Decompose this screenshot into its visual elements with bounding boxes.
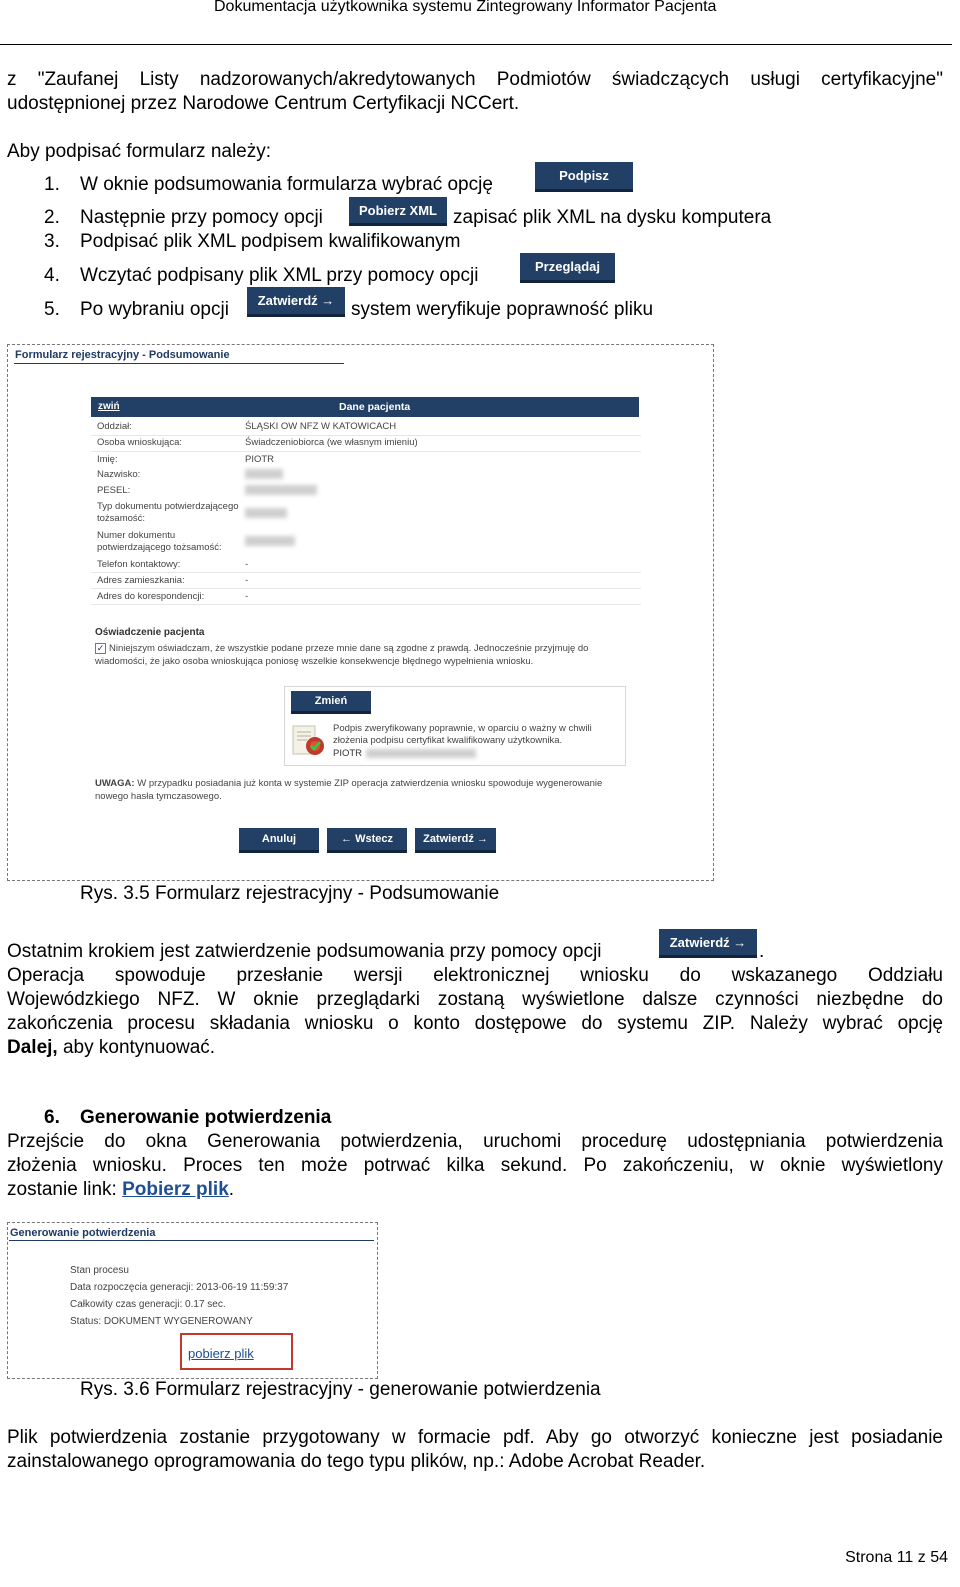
section-number: 6. xyxy=(44,1107,60,1128)
row-divider xyxy=(91,451,641,452)
declaration-text: Niniejszym oświadczam, że wszystkie podane przeze mnie dane są zgodne z prawdą. Jednocześnie przyjmuję do wiadomości, że jako osoba wnioskująca poniosę wszelkie konsekwencje błędnego wypełnienia wniosku. xyxy=(95,643,589,667)
warning-body: W przypadku posiadania już konta w systemie ZIP operacja zatwierdzenia wniosku spowoduje wygenerowanie nowego hasła tymczasowego. xyxy=(95,778,603,802)
field-label: Adres zamieszkania: xyxy=(97,575,185,586)
step-5-number: 5. xyxy=(44,299,60,320)
step-3-number: 3. xyxy=(44,231,60,252)
para1-line-2: Operacja spowoduje przesłanie wersji elektronicznej wniosku do wskazanego Oddziału xyxy=(7,965,943,986)
generation-status: Status: DOKUMENT WYGENEROWANY xyxy=(70,1316,253,1327)
redacted-value xyxy=(245,485,317,495)
process-state-heading: Stan procesu xyxy=(70,1265,129,1276)
page-number: Strona 11 z 54 xyxy=(845,1549,948,1566)
generation-total-time: Całkowity czas generacji: 0.17 sec. xyxy=(70,1299,226,1310)
redacted-value xyxy=(245,536,295,546)
section-header-bar xyxy=(91,397,639,417)
step-3-text: Podpisać plik XML podpisem kwalifikowanym xyxy=(80,231,461,252)
field-value: - xyxy=(245,559,249,570)
field-label: Oddział: xyxy=(97,421,132,432)
intro-line-1: z "Zaufanej Listy nadzorowanych/akredytowanych Podmiotów świadczących usługi certyfikacyjne" xyxy=(7,69,943,90)
intro-lead: Aby podpisać formularz należy: xyxy=(7,141,272,162)
warning-text xyxy=(95,778,615,803)
certificate-seal-icon xyxy=(291,722,327,758)
field-label: Telefon kontaktowy: xyxy=(97,559,181,570)
zatwierdz-button-para[interactable]: Zatwierdź → xyxy=(659,929,757,958)
generation-title: Generowanie potwierdzenia xyxy=(10,1227,156,1239)
field-label: Adres do korespondencji: xyxy=(97,591,205,602)
download-file-link[interactable]: pobierz plik xyxy=(188,1346,254,1361)
generation-start-date: Data rozpoczęcia generacji: 2013-06-19 11:59:37 xyxy=(70,1282,289,1293)
row-divider xyxy=(91,572,641,573)
warning-label: UWAGA: xyxy=(95,778,135,789)
summary-screenshot xyxy=(7,344,714,881)
section6-line-2: złożenia wniosku. Proces ten może potrwać kilka sekund. Po zakończeniu, w oknie wyświetlony xyxy=(7,1155,943,1176)
row-divider xyxy=(91,435,641,436)
dalej-label: Dalej, xyxy=(7,1037,58,1058)
para1-line-4: zakończenia procesu składania wniosku o konto dostępowe do systemu ZIP. Należy wybrać opcję xyxy=(7,1013,943,1034)
step-1-number: 1. xyxy=(44,174,60,195)
para1-dot: . xyxy=(759,941,765,962)
back-button[interactable]: ← Wstecz xyxy=(327,828,407,853)
signer-name: PIOTR xyxy=(333,748,363,759)
para1-text: Ostatnim krokiem jest zatwierdzenie podsumowania przy pomocy opcji xyxy=(7,941,602,962)
para2-line-2: zainstalowanego oprogramowania do tego typu plików, np.: Adobe Acrobat Reader. xyxy=(7,1451,706,1472)
field-value: - xyxy=(245,575,249,586)
collapse-link[interactable]: zwiń xyxy=(98,401,120,412)
field-label: Nazwisko: xyxy=(97,469,141,480)
section6-line-1: Przejście do okna Generowania potwierdzenia, uruchomi procedurę udostępniania potwierdzenia xyxy=(7,1131,943,1152)
para1-line-1 xyxy=(7,940,602,964)
generation-screenshot xyxy=(7,1222,378,1379)
field-value: ŚLĄSKI OW NFZ W KATOWICACH xyxy=(245,421,397,432)
intro-line-2: udostępnionej przez Narodowe Centrum Certyfikacji NCCert. xyxy=(7,93,520,114)
field-label: Typ dokumentu potwierdzającego tożsamość: xyxy=(97,501,239,524)
redacted-signer xyxy=(366,749,476,758)
section-title: Generowanie potwierdzenia xyxy=(80,1107,332,1128)
field-label: Osoba wnioskująca: xyxy=(97,437,183,448)
summary-title: Formularz rejestracyjny - Podsumowanie xyxy=(15,349,230,361)
field-label: Numer dokumentu potwierdzającego tożsamość: xyxy=(97,530,222,553)
step-5-text-b: system weryfikuje poprawność pliku xyxy=(351,299,654,320)
step-2-number: 2. xyxy=(44,207,60,228)
field-value: Świadczeniobiorca (we własnym imieniu) xyxy=(245,437,418,448)
para1-line-3: Wojewódzkiego NFZ. W oknie przeglądarki zostaną wyświetlone dalsze czynności niezbędne do xyxy=(7,989,943,1010)
step-5-text: Po wybraniu opcji xyxy=(80,299,229,320)
para1-line-5-text: aby kontynuować. xyxy=(62,1037,216,1058)
declaration-checkbox[interactable]: ✓ xyxy=(96,643,105,653)
redacted-value xyxy=(245,469,283,479)
pobierz-xml-button[interactable]: Pobierz XML xyxy=(349,197,447,226)
section-title: Dane pacjenta xyxy=(339,401,411,413)
figure-caption-2: Rys. 3.6 Formularz rejestracyjny - generowanie potwierdzenia xyxy=(80,1379,601,1400)
step-4-text: Wczytać podpisany plik XML przy pomocy opcji xyxy=(80,265,479,286)
change-button[interactable]: Zmień xyxy=(291,691,371,714)
signature-status: Podpis zweryfikowany poprawnie, w oparciu o ważny w chwili złożenia podpisu certyfikat kwalifikowany użytkownika. xyxy=(333,723,592,746)
page-header xyxy=(0,0,952,45)
przegladaj-button[interactable]: Przeglądaj xyxy=(520,253,615,283)
section6-line-3 xyxy=(7,1178,234,1202)
declaration-title: Oświadczenie pacjenta xyxy=(95,627,205,638)
title-underline xyxy=(9,1240,374,1241)
field-label: PESEL: xyxy=(97,485,131,496)
step-2-text-b: zapisać plik XML na dysku komputera xyxy=(453,207,772,228)
para1-line-5 xyxy=(7,1036,215,1060)
redacted-value xyxy=(245,508,287,518)
title-underline xyxy=(14,363,344,364)
field-value: PIOTR xyxy=(245,454,275,465)
field-value: - xyxy=(245,591,249,602)
field-label: Imię: xyxy=(97,454,118,465)
step-4-number: 4. xyxy=(44,265,60,286)
zatwierdz-button-inline[interactable]: Zatwierdź → xyxy=(247,287,345,317)
step-1-text: W oknie podsumowania formularza wybrać opcję xyxy=(80,174,493,195)
figure-caption-1: Rys. 3.5 Formularz rejestracyjny - Podsumowanie xyxy=(80,883,500,904)
confirm-button[interactable]: Zatwierdź → xyxy=(415,828,496,853)
row-divider xyxy=(91,588,641,589)
podpisz-button[interactable]: Podpisz xyxy=(535,162,633,192)
section6-line-3-text: zostanie link: xyxy=(7,1179,117,1200)
para2-line-1: Plik potwierdzenia zostanie przygotowany w formacie pdf. Aby go otworzyć konieczne jest posiadanie xyxy=(7,1427,943,1448)
row-divider xyxy=(91,604,641,605)
cancel-button[interactable]: Anuluj xyxy=(239,828,319,853)
pobierz-plik-link[interactable]: Pobierz plik xyxy=(122,1179,229,1200)
section6-period: . xyxy=(228,1179,235,1200)
header-title: Dokumentacja użytkownika systemu Zintegrowany Informator Pacjenta xyxy=(214,0,717,15)
step-2-text: Następnie przy pomocy opcji xyxy=(80,207,323,228)
